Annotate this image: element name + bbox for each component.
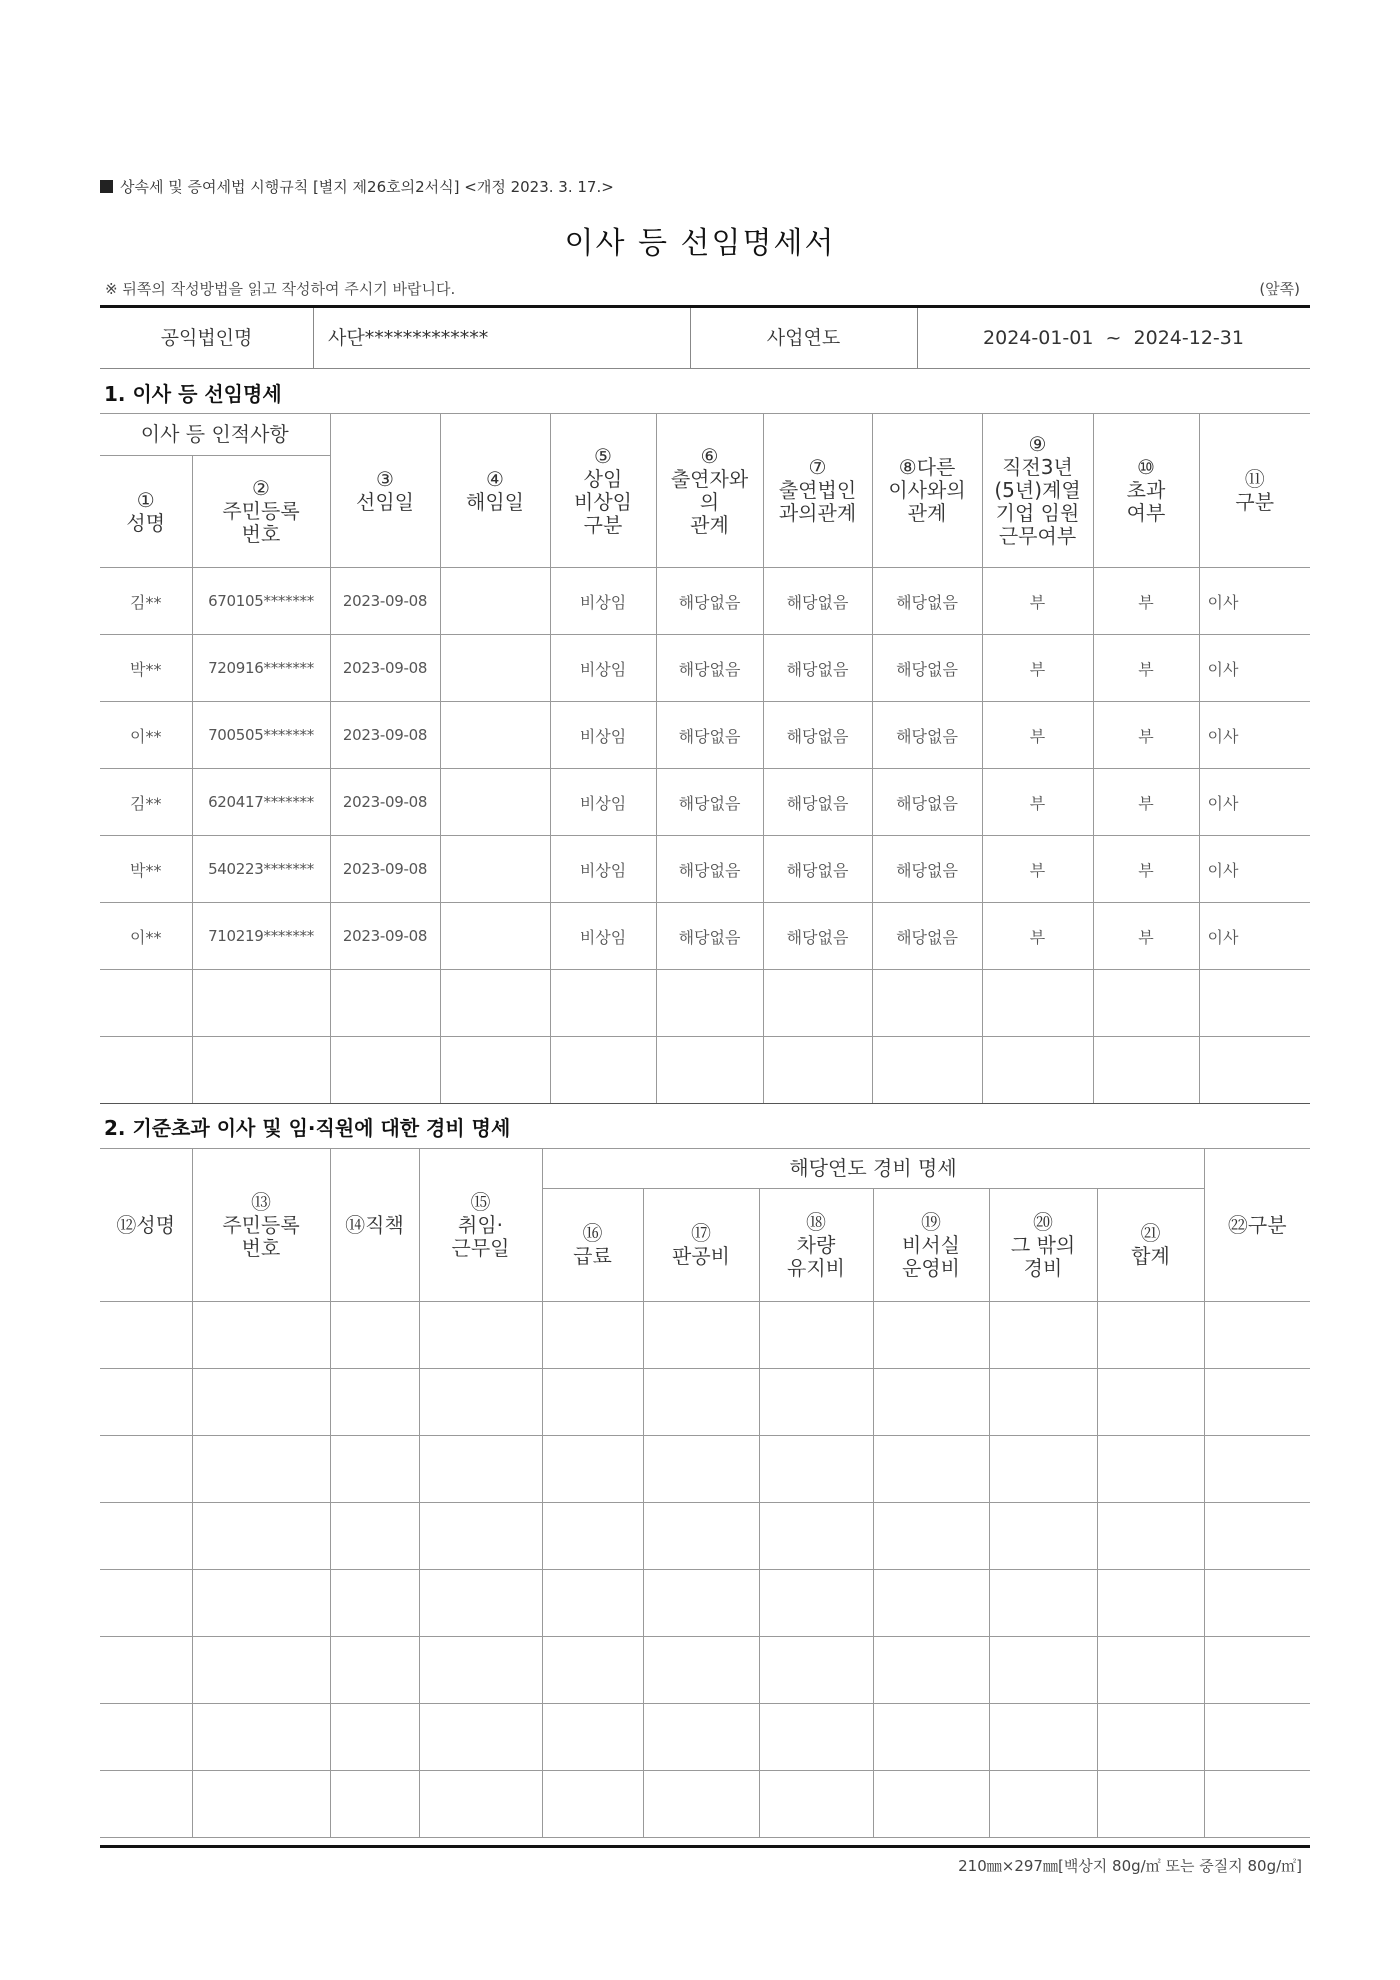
table-row bbox=[100, 1704, 1310, 1771]
cell-position bbox=[330, 1771, 419, 1838]
cell-start-date bbox=[419, 1570, 542, 1637]
table-row bbox=[100, 702, 1310, 769]
col-header-vehicle bbox=[759, 1189, 873, 1302]
cell-affiliate: 부 bbox=[982, 903, 1093, 970]
cell-category bbox=[1204, 1436, 1310, 1503]
cell-director-rel bbox=[872, 1037, 982, 1104]
cell-excess bbox=[1093, 1037, 1199, 1104]
cell-founder-rel bbox=[656, 1037, 763, 1104]
cell-name: 이** bbox=[100, 702, 192, 769]
cell-secretariat bbox=[873, 1570, 989, 1637]
cell-rrn bbox=[192, 1771, 330, 1838]
cell-category: 이사 bbox=[1199, 836, 1310, 903]
table-row bbox=[100, 970, 1310, 1037]
cell-position bbox=[330, 1369, 419, 1436]
col-header-name bbox=[100, 456, 192, 568]
cell-excess: 부 bbox=[1093, 903, 1199, 970]
cell-other bbox=[989, 1570, 1097, 1637]
cell-total bbox=[1097, 1436, 1204, 1503]
column-label: 다른 이사와의 관계 bbox=[888, 455, 966, 525]
cell-corp-rel: 해당없음 bbox=[763, 836, 872, 903]
cell-appointed bbox=[330, 1037, 440, 1104]
cell-founder-rel: 해당없음 bbox=[656, 836, 763, 903]
divider bbox=[313, 308, 314, 368]
cell-director-rel: 해당없음 bbox=[872, 568, 982, 635]
cell-secretariat bbox=[873, 1436, 989, 1503]
cell-total bbox=[1097, 1503, 1204, 1570]
column-label: 상임 비상임 구분 bbox=[574, 466, 632, 537]
column-label: 성명 bbox=[126, 510, 166, 535]
col-header-total bbox=[1097, 1189, 1204, 1302]
cell-start-date bbox=[419, 1369, 542, 1436]
cell-expense-account bbox=[643, 1570, 759, 1637]
cell-name: 이** bbox=[100, 903, 192, 970]
cell-dismissed bbox=[440, 836, 550, 903]
cell-expense-account bbox=[643, 1503, 759, 1570]
cell-dismissed bbox=[440, 1037, 550, 1104]
cell-affiliate: 부 bbox=[982, 568, 1093, 635]
cell-position bbox=[330, 1637, 419, 1704]
cell-excess: 부 bbox=[1093, 769, 1199, 836]
cell-secretariat bbox=[873, 1637, 989, 1704]
col-header-appointed bbox=[330, 414, 440, 568]
director-appointment-table bbox=[100, 413, 1310, 1104]
cell-name: 김** bbox=[100, 568, 192, 635]
cell-corp-rel bbox=[763, 1037, 872, 1104]
cell-total bbox=[1097, 1302, 1204, 1369]
section1-bottom-rule bbox=[100, 1103, 1310, 1104]
fiscal-year-label: 사업연도 bbox=[766, 327, 841, 349]
column-number: ⑧ bbox=[898, 455, 917, 479]
cell-fulltime: 비상임 bbox=[550, 568, 656, 635]
cell-rrn bbox=[192, 1436, 330, 1503]
cell-corp-rel: 해당없음 bbox=[763, 903, 872, 970]
cell-director-rel bbox=[872, 970, 982, 1037]
cell-name bbox=[100, 1037, 192, 1104]
col-header-affiliate bbox=[982, 414, 1093, 568]
cell-corp-rel: 해당없음 bbox=[763, 635, 872, 702]
cell-fulltime: 비상임 bbox=[550, 903, 656, 970]
cell-director-rel: 해당없음 bbox=[872, 769, 982, 836]
col-header-position bbox=[330, 1149, 419, 1302]
cell-category: 이사 bbox=[1199, 635, 1310, 702]
cell-secretariat bbox=[873, 1302, 989, 1369]
cell-expense-account bbox=[643, 1637, 759, 1704]
cell-total bbox=[1097, 1704, 1204, 1771]
column-label: 직전3년 (5년)계열 기업 임원 근무여부 bbox=[994, 455, 1081, 548]
cell-rrn: 710219******* bbox=[192, 903, 330, 970]
legal-reference bbox=[100, 176, 614, 197]
column-number: ⑬ bbox=[251, 1189, 271, 1214]
cell-rrn bbox=[192, 1704, 330, 1771]
cell-rrn: 720916******* bbox=[192, 635, 330, 702]
cell-name bbox=[100, 1570, 192, 1637]
cell-vehicle bbox=[759, 1369, 873, 1436]
table-row bbox=[100, 1570, 1310, 1637]
table-row bbox=[100, 568, 1310, 635]
col-header-director-rel bbox=[872, 414, 982, 568]
cell-category bbox=[1204, 1503, 1310, 1570]
cell-affiliate: 부 bbox=[982, 836, 1093, 903]
cell-expense-account bbox=[643, 1771, 759, 1838]
cell-rrn bbox=[192, 1637, 330, 1704]
cell-salary bbox=[542, 1503, 643, 1570]
cell-vehicle bbox=[759, 1704, 873, 1771]
cell-founder-rel bbox=[656, 970, 763, 1037]
cell-rrn: 620417******* bbox=[192, 769, 330, 836]
excess-expense-table bbox=[100, 1148, 1310, 1838]
cell-director-rel: 해당없음 bbox=[872, 635, 982, 702]
col-header-category bbox=[1204, 1149, 1310, 1302]
cell-other bbox=[989, 1369, 1097, 1436]
cell-rrn bbox=[192, 1369, 330, 1436]
column-number: ④ bbox=[486, 466, 504, 491]
cell-position bbox=[330, 1302, 419, 1369]
cell-name bbox=[100, 970, 192, 1037]
cell-fulltime bbox=[550, 970, 656, 1037]
cell-dismissed bbox=[440, 769, 550, 836]
column-number: ⑯ bbox=[582, 1221, 603, 1245]
column-number: ① bbox=[136, 487, 155, 512]
cell-affiliate: 부 bbox=[982, 702, 1093, 769]
cell-vehicle bbox=[759, 1771, 873, 1838]
cell-vehicle bbox=[759, 1570, 873, 1637]
table-row bbox=[100, 1302, 1310, 1369]
column-number: ⑦ bbox=[808, 455, 827, 479]
cell-appointed bbox=[330, 970, 440, 1037]
cell-category bbox=[1204, 1771, 1310, 1838]
table-row bbox=[100, 836, 1310, 903]
cell-appointed: 2023-09-08 bbox=[330, 769, 440, 836]
col-header-dismissed bbox=[440, 414, 550, 568]
column-number: ㉑ bbox=[1140, 1221, 1161, 1245]
cell-start-date bbox=[419, 1704, 542, 1771]
table-row bbox=[100, 1369, 1310, 1436]
col-header-founder-rel bbox=[656, 414, 763, 568]
cell-affiliate: 부 bbox=[982, 635, 1093, 702]
cell-name bbox=[100, 1503, 192, 1570]
cell-rrn bbox=[192, 1302, 330, 1369]
column-label: 합계 bbox=[1131, 1244, 1170, 1268]
cell-expense-account bbox=[643, 1369, 759, 1436]
cell-salary bbox=[542, 1570, 643, 1637]
cell-salary bbox=[542, 1771, 643, 1838]
cell-total bbox=[1097, 1369, 1204, 1436]
cell-category bbox=[1204, 1637, 1310, 1704]
cell-other bbox=[989, 1637, 1097, 1704]
cell-rrn bbox=[192, 970, 330, 1037]
cell-secretariat bbox=[873, 1771, 989, 1838]
corporation-info-row bbox=[100, 308, 1310, 369]
cell-position bbox=[330, 1570, 419, 1637]
cell-category bbox=[1204, 1704, 1310, 1771]
cell-name bbox=[100, 1436, 192, 1503]
cell-total bbox=[1097, 1570, 1204, 1637]
column-label: 선임일 bbox=[356, 489, 414, 514]
cell-category: 이사 bbox=[1199, 903, 1310, 970]
cell-director-rel: 해당없음 bbox=[872, 836, 982, 903]
cell-category bbox=[1204, 1369, 1310, 1436]
cell-position bbox=[330, 1503, 419, 1570]
table-row bbox=[100, 1037, 1310, 1104]
cell-affiliate bbox=[982, 970, 1093, 1037]
bottom-thick-rule bbox=[100, 1845, 1310, 1848]
cell-salary bbox=[542, 1704, 643, 1771]
col-header-expense-account bbox=[643, 1189, 759, 1302]
column-number: ⑪ bbox=[1244, 466, 1265, 491]
cell-start-date bbox=[419, 1637, 542, 1704]
cell-category bbox=[1199, 1037, 1310, 1104]
column-number: ⑩ bbox=[1137, 455, 1155, 479]
cell-vehicle bbox=[759, 1637, 873, 1704]
column-number: ⑳ bbox=[1033, 1209, 1053, 1234]
cell-fulltime: 비상임 bbox=[550, 702, 656, 769]
cell-dismissed bbox=[440, 568, 550, 635]
cell-corp-rel bbox=[763, 970, 872, 1037]
cell-expense-account bbox=[643, 1436, 759, 1503]
cell-founder-rel: 해당없음 bbox=[656, 702, 763, 769]
square-bullet-icon bbox=[100, 180, 113, 193]
col-header-start-date bbox=[419, 1149, 542, 1302]
legal-reference-text: 상속세 및 증여세법 시행규칙 [별지 제26호의2서식] <개정 2023. 3. 17.> bbox=[120, 178, 614, 196]
cell-rrn bbox=[192, 1503, 330, 1570]
column-number: ㉒ bbox=[1227, 1212, 1248, 1237]
column-label: 출연자와 의 관계 bbox=[670, 466, 749, 537]
cell-rrn: 670105******* bbox=[192, 568, 330, 635]
cell-rrn bbox=[192, 1037, 330, 1104]
cell-excess: 부 bbox=[1093, 568, 1199, 635]
cell-rrn: 700505******* bbox=[192, 702, 330, 769]
table-row bbox=[100, 1436, 1310, 1503]
cell-name: 김** bbox=[100, 769, 192, 836]
paper-spec: 210㎜×297㎜[백상지 80g/㎡ 또는 중질지 80g/㎡] bbox=[958, 1857, 1302, 1875]
cell-salary bbox=[542, 1436, 643, 1503]
cell-corp-rel: 해당없음 bbox=[763, 702, 872, 769]
column-label: 주민등록 번호 bbox=[222, 499, 300, 546]
col-header-corp-rel bbox=[763, 414, 872, 568]
column-number: ⑮ bbox=[470, 1189, 491, 1214]
cell-fulltime: 비상임 bbox=[550, 769, 656, 836]
cell-other bbox=[989, 1704, 1097, 1771]
cell-start-date bbox=[419, 1302, 542, 1369]
column-label: 구분 bbox=[1235, 489, 1275, 514]
cell-name bbox=[100, 1771, 192, 1838]
col-header-rrn bbox=[192, 456, 330, 568]
table-row bbox=[100, 1503, 1310, 1570]
cell-other bbox=[989, 1771, 1097, 1838]
cell-excess: 부 bbox=[1093, 702, 1199, 769]
fiscal-year-value: 2024-01-01 ~ 2024-12-31 bbox=[983, 327, 1244, 349]
table-row bbox=[100, 635, 1310, 702]
cell-dismissed bbox=[440, 702, 550, 769]
cell-category bbox=[1199, 970, 1310, 1037]
column-number: ⑱ bbox=[806, 1209, 826, 1234]
cell-rrn bbox=[192, 1570, 330, 1637]
column-label: 해임일 bbox=[466, 489, 524, 514]
cell-other bbox=[989, 1436, 1097, 1503]
cell-director-rel: 해당없음 bbox=[872, 903, 982, 970]
column-number: ⑰ bbox=[691, 1221, 711, 1245]
column-label: 판공비 bbox=[672, 1244, 730, 1268]
page-side-label: (앞쪽) bbox=[1259, 280, 1300, 298]
personal-info-group-header: 이사 등 인적사항 bbox=[100, 414, 330, 456]
table-row bbox=[100, 1771, 1310, 1838]
column-number: ⑤ bbox=[594, 443, 612, 468]
col-header-excess bbox=[1093, 414, 1199, 568]
cell-category: 이사 bbox=[1199, 702, 1310, 769]
cell-name bbox=[100, 1369, 192, 1436]
column-label: 초과 여부 bbox=[1126, 478, 1166, 525]
col-header-category bbox=[1199, 414, 1310, 568]
column-label: 급료 bbox=[573, 1244, 612, 1268]
cell-other bbox=[989, 1302, 1097, 1369]
cell-name bbox=[100, 1302, 192, 1369]
cell-category bbox=[1204, 1302, 1310, 1369]
instruction-notice: ※ 뒤쪽의 작성방법을 읽고 작성하여 주시기 바랍니다. bbox=[105, 280, 456, 298]
cell-secretariat bbox=[873, 1704, 989, 1771]
cell-fulltime: 비상임 bbox=[550, 635, 656, 702]
cell-excess bbox=[1093, 970, 1199, 1037]
cell-position bbox=[330, 1436, 419, 1503]
cell-category: 이사 bbox=[1199, 568, 1310, 635]
column-label: 출연법인 과의관계 bbox=[778, 478, 857, 525]
section1-title: 1. 이사 등 선임명세 bbox=[104, 382, 282, 406]
cell-corp-rel: 해당없음 bbox=[763, 568, 872, 635]
cell-founder-rel: 해당없음 bbox=[656, 568, 763, 635]
cell-appointed: 2023-09-08 bbox=[330, 702, 440, 769]
cell-excess: 부 bbox=[1093, 836, 1199, 903]
cell-director-rel: 해당없음 bbox=[872, 702, 982, 769]
cell-total bbox=[1097, 1771, 1204, 1838]
column-label: 그 밖의 경비 bbox=[1010, 1232, 1076, 1280]
cell-affiliate: 부 bbox=[982, 769, 1093, 836]
column-label: 비서실 운영비 bbox=[902, 1232, 960, 1280]
corp-name-value: 사단************* bbox=[328, 327, 489, 349]
column-label: 성명 bbox=[136, 1212, 176, 1237]
col-header-fulltime bbox=[550, 414, 656, 568]
cell-excess: 부 bbox=[1093, 635, 1199, 702]
cell-corp-rel: 해당없음 bbox=[763, 769, 872, 836]
cell-expense-account bbox=[643, 1302, 759, 1369]
column-header-text bbox=[873, 456, 982, 525]
cell-founder-rel: 해당없음 bbox=[656, 903, 763, 970]
cell-fulltime bbox=[550, 1037, 656, 1104]
cell-other bbox=[989, 1503, 1097, 1570]
cell-start-date bbox=[419, 1503, 542, 1570]
column-number: ② bbox=[252, 476, 270, 500]
cell-salary bbox=[542, 1369, 643, 1436]
column-number: ⑨ bbox=[1028, 432, 1047, 456]
cell-appointed: 2023-09-08 bbox=[330, 568, 440, 635]
cell-position bbox=[330, 1704, 419, 1771]
cell-expense-account bbox=[643, 1704, 759, 1771]
column-number: ⑭ bbox=[345, 1212, 366, 1237]
table-row bbox=[100, 903, 1310, 970]
col-header-other bbox=[989, 1189, 1097, 1302]
column-label: 취임· 근무일 bbox=[451, 1212, 510, 1260]
col-header-salary bbox=[542, 1189, 643, 1302]
column-number: ⑥ bbox=[700, 443, 719, 468]
cell-vehicle bbox=[759, 1436, 873, 1503]
column-number: ⑫ bbox=[116, 1212, 137, 1237]
table-row bbox=[100, 1637, 1310, 1704]
cell-dismissed bbox=[440, 635, 550, 702]
cell-founder-rel: 해당없음 bbox=[656, 635, 763, 702]
column-label: 구분 bbox=[1247, 1212, 1287, 1237]
cell-name bbox=[100, 1637, 192, 1704]
cell-name: 박** bbox=[100, 836, 192, 903]
cell-secretariat bbox=[873, 1369, 989, 1436]
cell-category bbox=[1204, 1570, 1310, 1637]
column-label: 직책 bbox=[365, 1212, 404, 1237]
cell-rrn: 540223******* bbox=[192, 836, 330, 903]
cell-founder-rel: 해당없음 bbox=[656, 769, 763, 836]
cell-name bbox=[100, 1704, 192, 1771]
cell-start-date bbox=[419, 1771, 542, 1838]
cell-appointed: 2023-09-08 bbox=[330, 836, 440, 903]
column-label: 주민등록 번호 bbox=[222, 1212, 300, 1260]
document-title: 이사 등 선임명세서 bbox=[564, 226, 836, 261]
cell-fulltime: 비상임 bbox=[550, 836, 656, 903]
cell-vehicle bbox=[759, 1503, 873, 1570]
cell-category: 이사 bbox=[1199, 769, 1310, 836]
cell-dismissed bbox=[440, 970, 550, 1037]
corp-name-label: 공익법인명 bbox=[160, 327, 253, 349]
column-number: ⑲ bbox=[921, 1209, 941, 1234]
expense-group-header: 해당연도 경비 명세 bbox=[542, 1149, 1204, 1189]
cell-total bbox=[1097, 1637, 1204, 1704]
section2-title: 2. 기준초과 이사 및 임·직원에 대한 경비 명세 bbox=[104, 1116, 511, 1140]
cell-affiliate bbox=[982, 1037, 1093, 1104]
cell-appointed: 2023-09-08 bbox=[330, 903, 440, 970]
cell-secretariat bbox=[873, 1503, 989, 1570]
cell-dismissed bbox=[440, 903, 550, 970]
cell-name: 박** bbox=[100, 635, 192, 702]
column-number: ③ bbox=[376, 466, 394, 491]
cell-vehicle bbox=[759, 1302, 873, 1369]
col-header-rrn bbox=[192, 1149, 330, 1302]
cell-start-date bbox=[419, 1436, 542, 1503]
column-label: 차량 유지비 bbox=[787, 1232, 845, 1280]
cell-appointed: 2023-09-08 bbox=[330, 635, 440, 702]
cell-salary bbox=[542, 1637, 643, 1704]
table-row bbox=[100, 769, 1310, 836]
col-header-secretariat bbox=[873, 1189, 989, 1302]
cell-salary bbox=[542, 1302, 643, 1369]
col-header-name bbox=[100, 1149, 192, 1302]
